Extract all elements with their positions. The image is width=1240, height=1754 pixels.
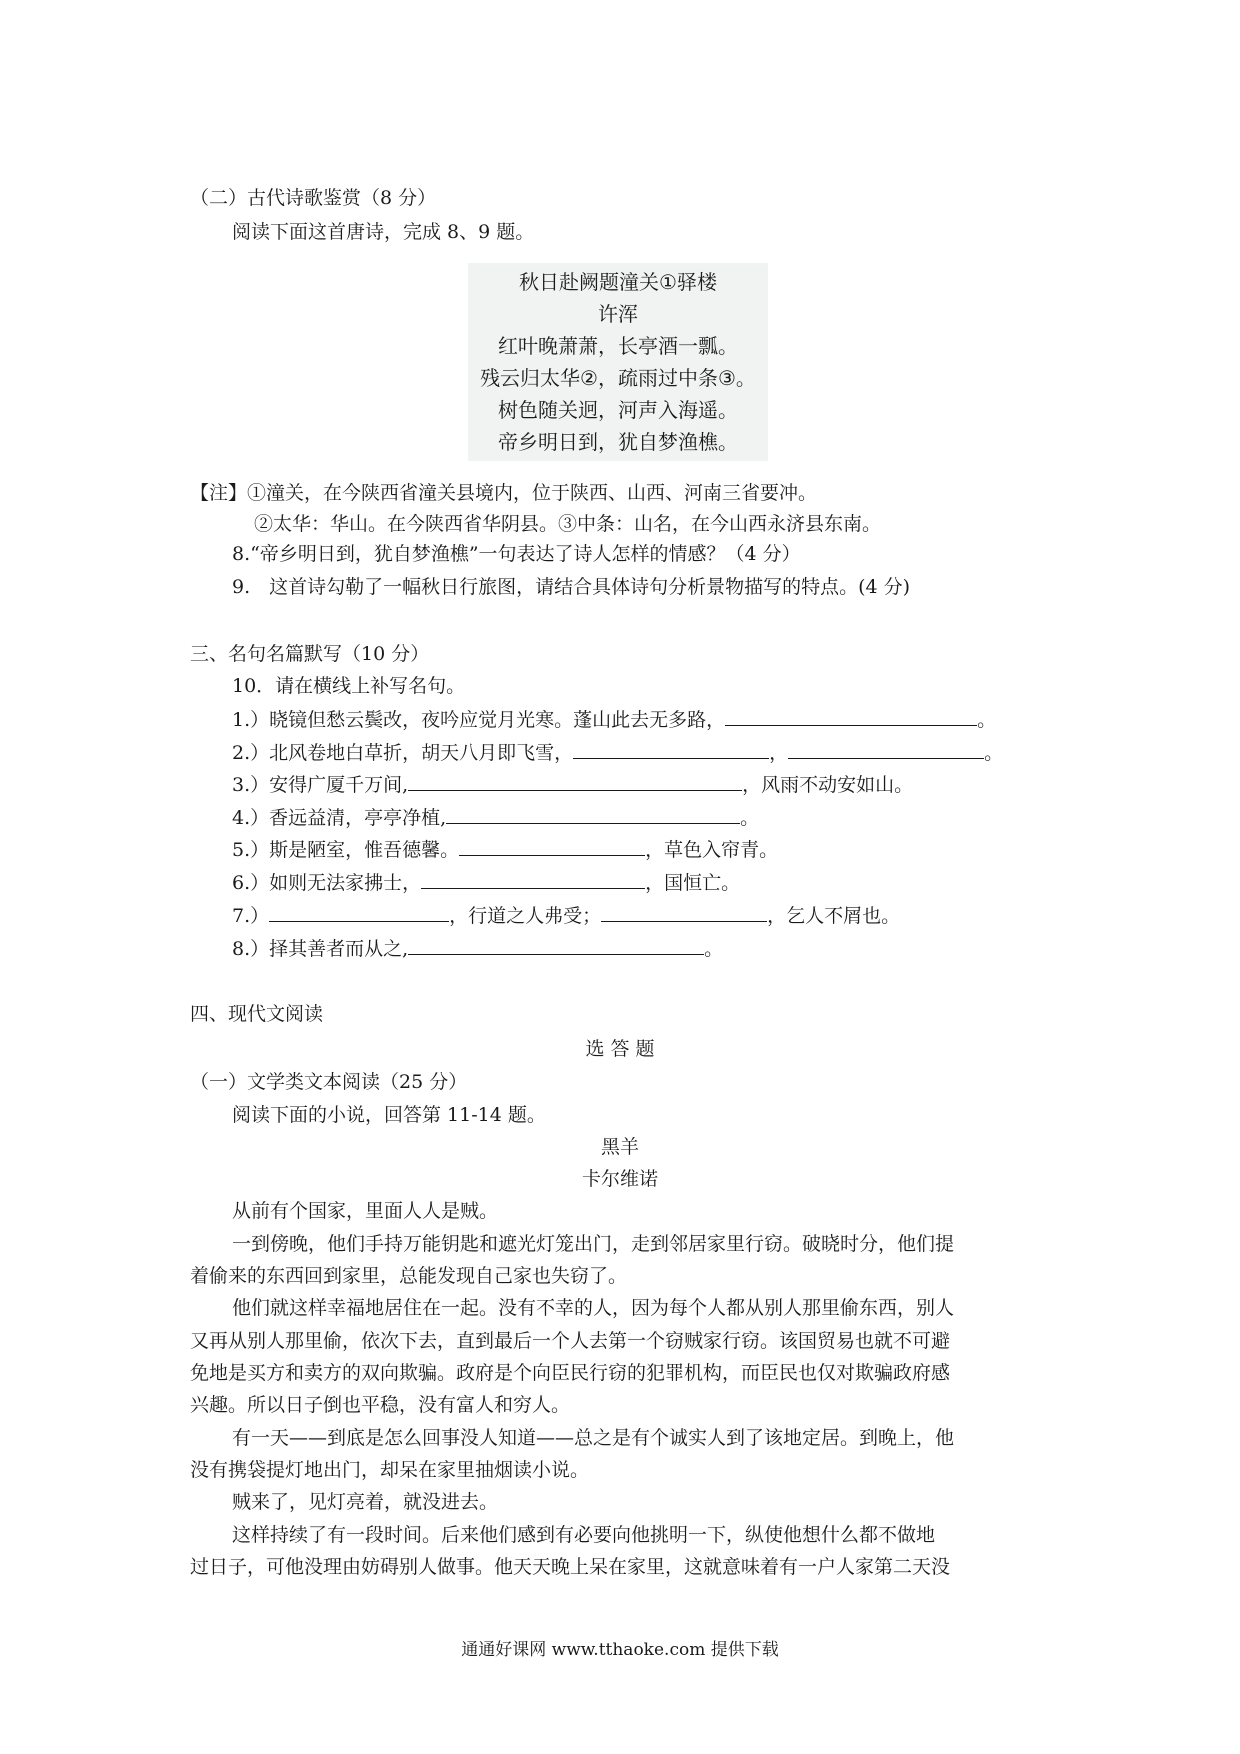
question-10: 10．请在横线上补写名句。 <box>232 675 466 697</box>
story-paragraph: 免地是买方和卖方的双向欺骗。政府是个向臣民行窃的犯罪机构，而臣民也仅对欺骗政府感 <box>190 1362 951 1384</box>
answer-blank[interactable] <box>573 738 769 759</box>
answer-blank[interactable] <box>725 705 977 726</box>
poem-line: 红叶晚萧萧，长亭酒一瓢。 <box>498 334 738 358</box>
answer-blank[interactable] <box>269 901 449 922</box>
story-paragraph: 有一天——到底是怎么回事没人知道——总之是有个诚实人到了该地定居。到晚上，他 <box>232 1427 955 1449</box>
optional-questions-heading: 选 答 题 <box>585 1038 655 1060</box>
answer-blank[interactable] <box>788 738 984 759</box>
poem-line: 树色随关迥，河声入海遥。 <box>498 398 738 422</box>
answer-blank[interactable] <box>421 868 645 889</box>
story-paragraph: 没有携袋提灯地出门，却呆在家里抽烟读小说。 <box>190 1459 590 1481</box>
poem-title: 秋日赴阙题潼关①驿楼 <box>519 270 717 294</box>
part-1-heading: （一）文学类文本阅读（25 分） <box>190 1071 468 1093</box>
story-paragraph: 着偷来的东西回到家里，总能发现自己家也失窃了。 <box>190 1265 628 1287</box>
answer-blank[interactable] <box>459 835 645 856</box>
fill-item-6: 6.）如则无法家拂士， ，国恒亡。 <box>232 868 740 897</box>
story-paragraph: 从前有个国家，里面人人是贼。 <box>232 1200 499 1222</box>
poem-line: 帝乡明日到，犹自梦渔樵。 <box>498 430 738 454</box>
fill-item-7: 7.） ，行道之人弗受； ，乞人不屑也。 <box>232 901 900 930</box>
poem-box <box>468 263 768 461</box>
poem-line: 残云归太华②，疏雨过中条③。 <box>480 366 756 390</box>
story-paragraph: 一到傍晚，他们手持万能钥匙和遮光灯笼出门，走到邻居家里行窃。破晓时分，他们提 <box>232 1233 955 1255</box>
story-paragraph: 这样持续了有一段时间。后来他们感到有必要向他挑明一下，纵使他想什么都不做地 <box>232 1524 936 1546</box>
fill-item-8: 8.）择其善者而从之, 。 <box>232 934 723 963</box>
story-paragraph: 他们就这样幸福地居住在一起。没有不幸的人，因为每个人都从别人那里偷东西，别人 <box>232 1297 955 1319</box>
story-paragraph: 又再从别人那里偷，依次下去，直到最后一个人去第一个窃贼家行窃。该国贸易也就不可避 <box>190 1330 951 1352</box>
section-2-instruction: 阅读下面这首唐诗，完成 8、9 题。 <box>232 221 535 243</box>
story-author: 卡尔维诺 <box>581 1168 658 1190</box>
story-paragraph: 贼来了，见灯亮着，就没进去。 <box>232 1491 499 1513</box>
section-2-heading: （二）古代诗歌鉴赏（8 分） <box>190 187 437 209</box>
fill-item-5: 5.）斯是陋室，惟吾德馨。 ，草色入帘青。 <box>232 835 778 864</box>
fill-item-3: 3.）安得广厦千万间, ，风雨不动安如山。 <box>232 770 913 799</box>
note-line-2: ②太华：华山。在今陕西省华阴县。③中条：山名，在今山西永济县东南。 <box>254 513 882 535</box>
story-paragraph: 兴趣。所以日子倒也平稳，没有富人和穷人。 <box>190 1394 571 1416</box>
section-3-heading: 三、名句名篇默写（10 分） <box>190 643 430 665</box>
poem-author: 许浑 <box>598 302 638 326</box>
question-9: 9. 这首诗勾勒了一幅秋日行旅图，请结合具体诗句分析景物描写的特点。(4 分) <box>232 576 911 598</box>
page-footer: 通通好课网 www.tthaoke.com 提供下载 <box>461 1640 779 1660</box>
question-8: 8.“帝乡明日到，犹自梦渔樵”一句表达了诗人怎样的情感？（4 分） <box>232 543 801 565</box>
answer-blank[interactable] <box>601 901 767 922</box>
answer-blank[interactable] <box>408 770 742 791</box>
answer-blank[interactable] <box>408 934 704 955</box>
answer-blank[interactable] <box>446 803 740 824</box>
fill-item-2: 2.）北风卷地白草折，胡天八月即飞雪， ， 。 <box>232 738 1003 767</box>
fill-item-1: 1.）晓镜但愁云鬓改，夜吟应觉月光寒。蓬山此去无多路， 。 <box>232 705 996 734</box>
section-4-heading: 四、现代文阅读 <box>190 1003 324 1025</box>
part-1-instruction: 阅读下面的小说，回答第 11-14 题。 <box>232 1104 546 1126</box>
fill-item-4: 4.）香远益清，亭亭净植, 。 <box>232 803 759 832</box>
story-title: 黑羊 <box>600 1136 639 1158</box>
note-line-1: 【注】①潼关，在今陕西省潼关县境内，位于陕西、山西、河南三省要冲。 <box>190 482 818 504</box>
story-paragraph: 过日子，可他没理由妨碍别人做事。他天天晚上呆在家里，这就意味着有一户人家第二天没 <box>190 1556 951 1578</box>
